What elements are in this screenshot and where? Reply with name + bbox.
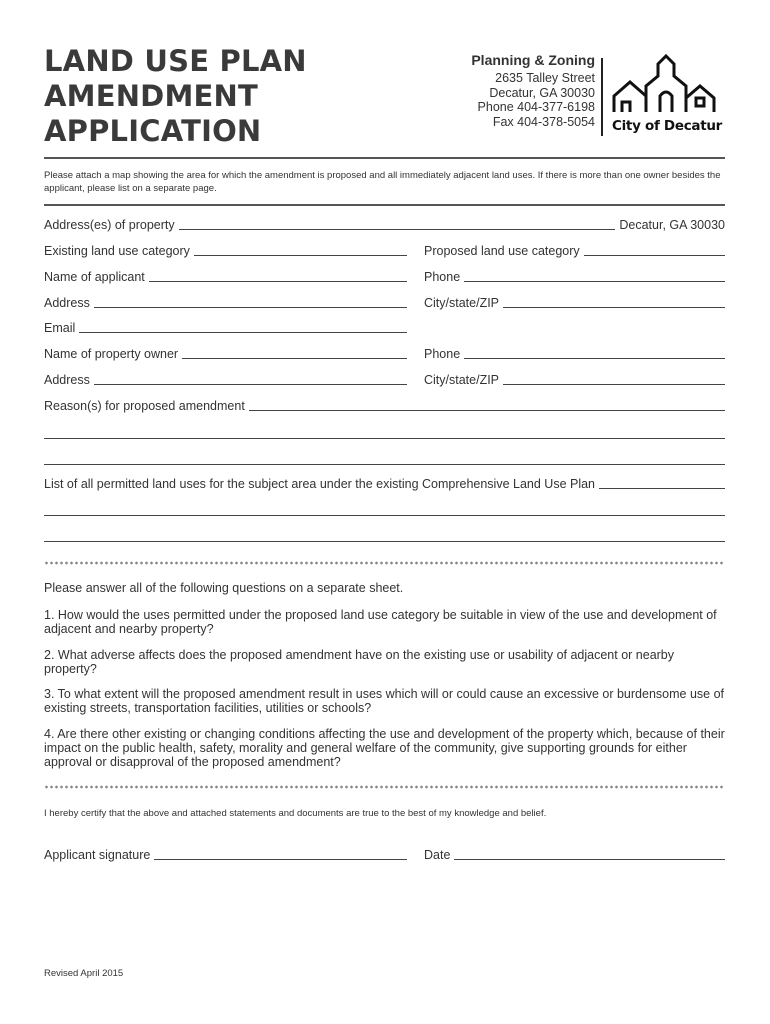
city-address: Decatur, GA 30030 bbox=[489, 85, 595, 100]
revision-date: Revised April 2015 bbox=[44, 968, 124, 979]
owner-name-label: Name of property owner bbox=[44, 347, 179, 361]
owner-address-input-line[interactable] bbox=[94, 384, 407, 385]
applicant-signature-field[interactable] bbox=[44, 848, 407, 862]
address-of-property-input-line[interactable] bbox=[179, 229, 616, 230]
intro-instructions: Please attach a map showing the area for which the amendment is proposed and all immediately adjacent land uses. If there is more than one owner besides the applicant, please list on a separate page. bbox=[44, 170, 721, 194]
applicant-address-field[interactable] bbox=[44, 296, 407, 310]
reasons-field[interactable] bbox=[44, 399, 725, 413]
header-divider bbox=[44, 157, 725, 159]
city-logo-text: City of Decatur bbox=[612, 118, 723, 134]
title-line-1: LAND USE PLAN bbox=[44, 44, 307, 78]
permitted-uses-extra-line-1[interactable] bbox=[44, 515, 725, 516]
applicant-city-label: City/state/ZIP bbox=[424, 296, 500, 310]
existing-land-use-label: Existing land use category bbox=[44, 244, 190, 258]
applicant-address-label: Address bbox=[44, 296, 90, 310]
email-input-line[interactable] bbox=[79, 332, 407, 333]
applicant-city-input-line[interactable] bbox=[503, 307, 725, 308]
fax-number: Fax 404-378-5054 bbox=[492, 114, 595, 129]
reasons-extra-line-1[interactable] bbox=[44, 438, 725, 439]
applicant-address-input-line[interactable] bbox=[94, 307, 407, 308]
street-address: 2635 Talley Street bbox=[495, 71, 595, 85]
owner-address-label: Address bbox=[44, 373, 90, 387]
date-input-line[interactable] bbox=[454, 859, 725, 860]
applicant-city-field[interactable] bbox=[424, 296, 725, 310]
questions-instruction: Please answer all of the following questions on a separate sheet. bbox=[44, 581, 404, 595]
owner-phone-label: Phone bbox=[424, 347, 461, 361]
contact-block bbox=[471, 52, 595, 129]
reasons-label: Reason(s) for proposed amendment bbox=[44, 399, 245, 413]
owner-name-field[interactable] bbox=[44, 347, 407, 361]
applicant-name-input-line[interactable] bbox=[149, 281, 407, 282]
permitted-uses-extra-line-2[interactable] bbox=[44, 541, 725, 542]
phone-number: Phone 404-377-6198 bbox=[477, 100, 595, 114]
applicant-signature-input-line[interactable] bbox=[154, 859, 407, 860]
owner-phone-field[interactable] bbox=[424, 347, 725, 361]
owner-phone-input-line[interactable] bbox=[464, 358, 725, 359]
address-of-property-field[interactable] bbox=[44, 218, 725, 232]
title-line-3: APPLICATION bbox=[44, 114, 262, 148]
existing-land-use-field[interactable] bbox=[44, 244, 407, 258]
applicant-name-label: Name of applicant bbox=[44, 270, 145, 284]
question-3: 3. To what extent will the proposed amendment result in uses which will or could cause an excessive or burdensome use of existing streets, transportation facilities, utilities or schools? bbox=[44, 687, 724, 715]
permitted-uses-label: List of all permitted land uses for the subject area under the existing Comprehensive Land Use Plan bbox=[44, 477, 596, 491]
applicant-signature-label: Applicant signature bbox=[44, 848, 151, 862]
department-name: Planning & Zoning bbox=[471, 52, 595, 68]
applicant-name-field[interactable] bbox=[44, 270, 407, 284]
owner-city-input-line[interactable] bbox=[503, 384, 725, 385]
certification-statement: I hereby certify that the above and attached statements and documents are true to the best of my knowledge and belief. bbox=[44, 808, 547, 819]
applicant-phone-field[interactable] bbox=[424, 270, 725, 284]
question-4: 4. Are there other existing or changing conditions affecting the use and development of the property which, because of their impact on the public health, safety, morality and general welfare of the community, give supporting grounds for either approval or disapproval of the proposed amendment? bbox=[44, 727, 725, 769]
proposed-land-use-label: Proposed land use category bbox=[424, 244, 580, 258]
question-2: 2. What adverse affects does the proposed amendment have on the existing use or usability of adjacent or nearby property? bbox=[44, 648, 675, 676]
proposed-land-use-field[interactable] bbox=[424, 244, 725, 258]
applicant-phone-label: Phone bbox=[424, 270, 461, 284]
permitted-uses-input-line[interactable] bbox=[599, 488, 725, 489]
applicant-phone-input-line[interactable] bbox=[464, 281, 725, 282]
existing-land-use-input-line[interactable] bbox=[194, 255, 407, 256]
form-title bbox=[44, 44, 307, 149]
email-label: Email bbox=[44, 321, 76, 335]
reasons-extra-line-2[interactable] bbox=[44, 464, 725, 465]
reasons-input-line[interactable] bbox=[249, 410, 725, 411]
intro-divider bbox=[44, 204, 725, 206]
proposed-land-use-input-line[interactable] bbox=[584, 255, 725, 256]
email-field[interactable] bbox=[44, 321, 407, 335]
dotted-divider-2 bbox=[44, 785, 725, 789]
owner-city-label: City/state/ZIP bbox=[424, 373, 500, 387]
decatur-suffix: Decatur, GA 30030 bbox=[619, 218, 725, 232]
date-field[interactable] bbox=[424, 848, 725, 862]
owner-city-field[interactable] bbox=[424, 373, 725, 387]
title-line-2: AMENDMENT bbox=[44, 79, 258, 113]
question-1: 1. How would the uses permitted under the proposed land use category be suitable in view of the use and development of adjacent and nearby property? bbox=[44, 608, 717, 636]
date-label: Date bbox=[424, 848, 451, 862]
owner-address-field[interactable] bbox=[44, 373, 407, 387]
permitted-uses-field[interactable] bbox=[44, 477, 725, 491]
address-of-property-label: Address(es) of property bbox=[44, 218, 175, 232]
owner-name-input-line[interactable] bbox=[182, 358, 407, 359]
logo-divider bbox=[601, 58, 603, 136]
dotted-divider-1 bbox=[44, 561, 725, 565]
